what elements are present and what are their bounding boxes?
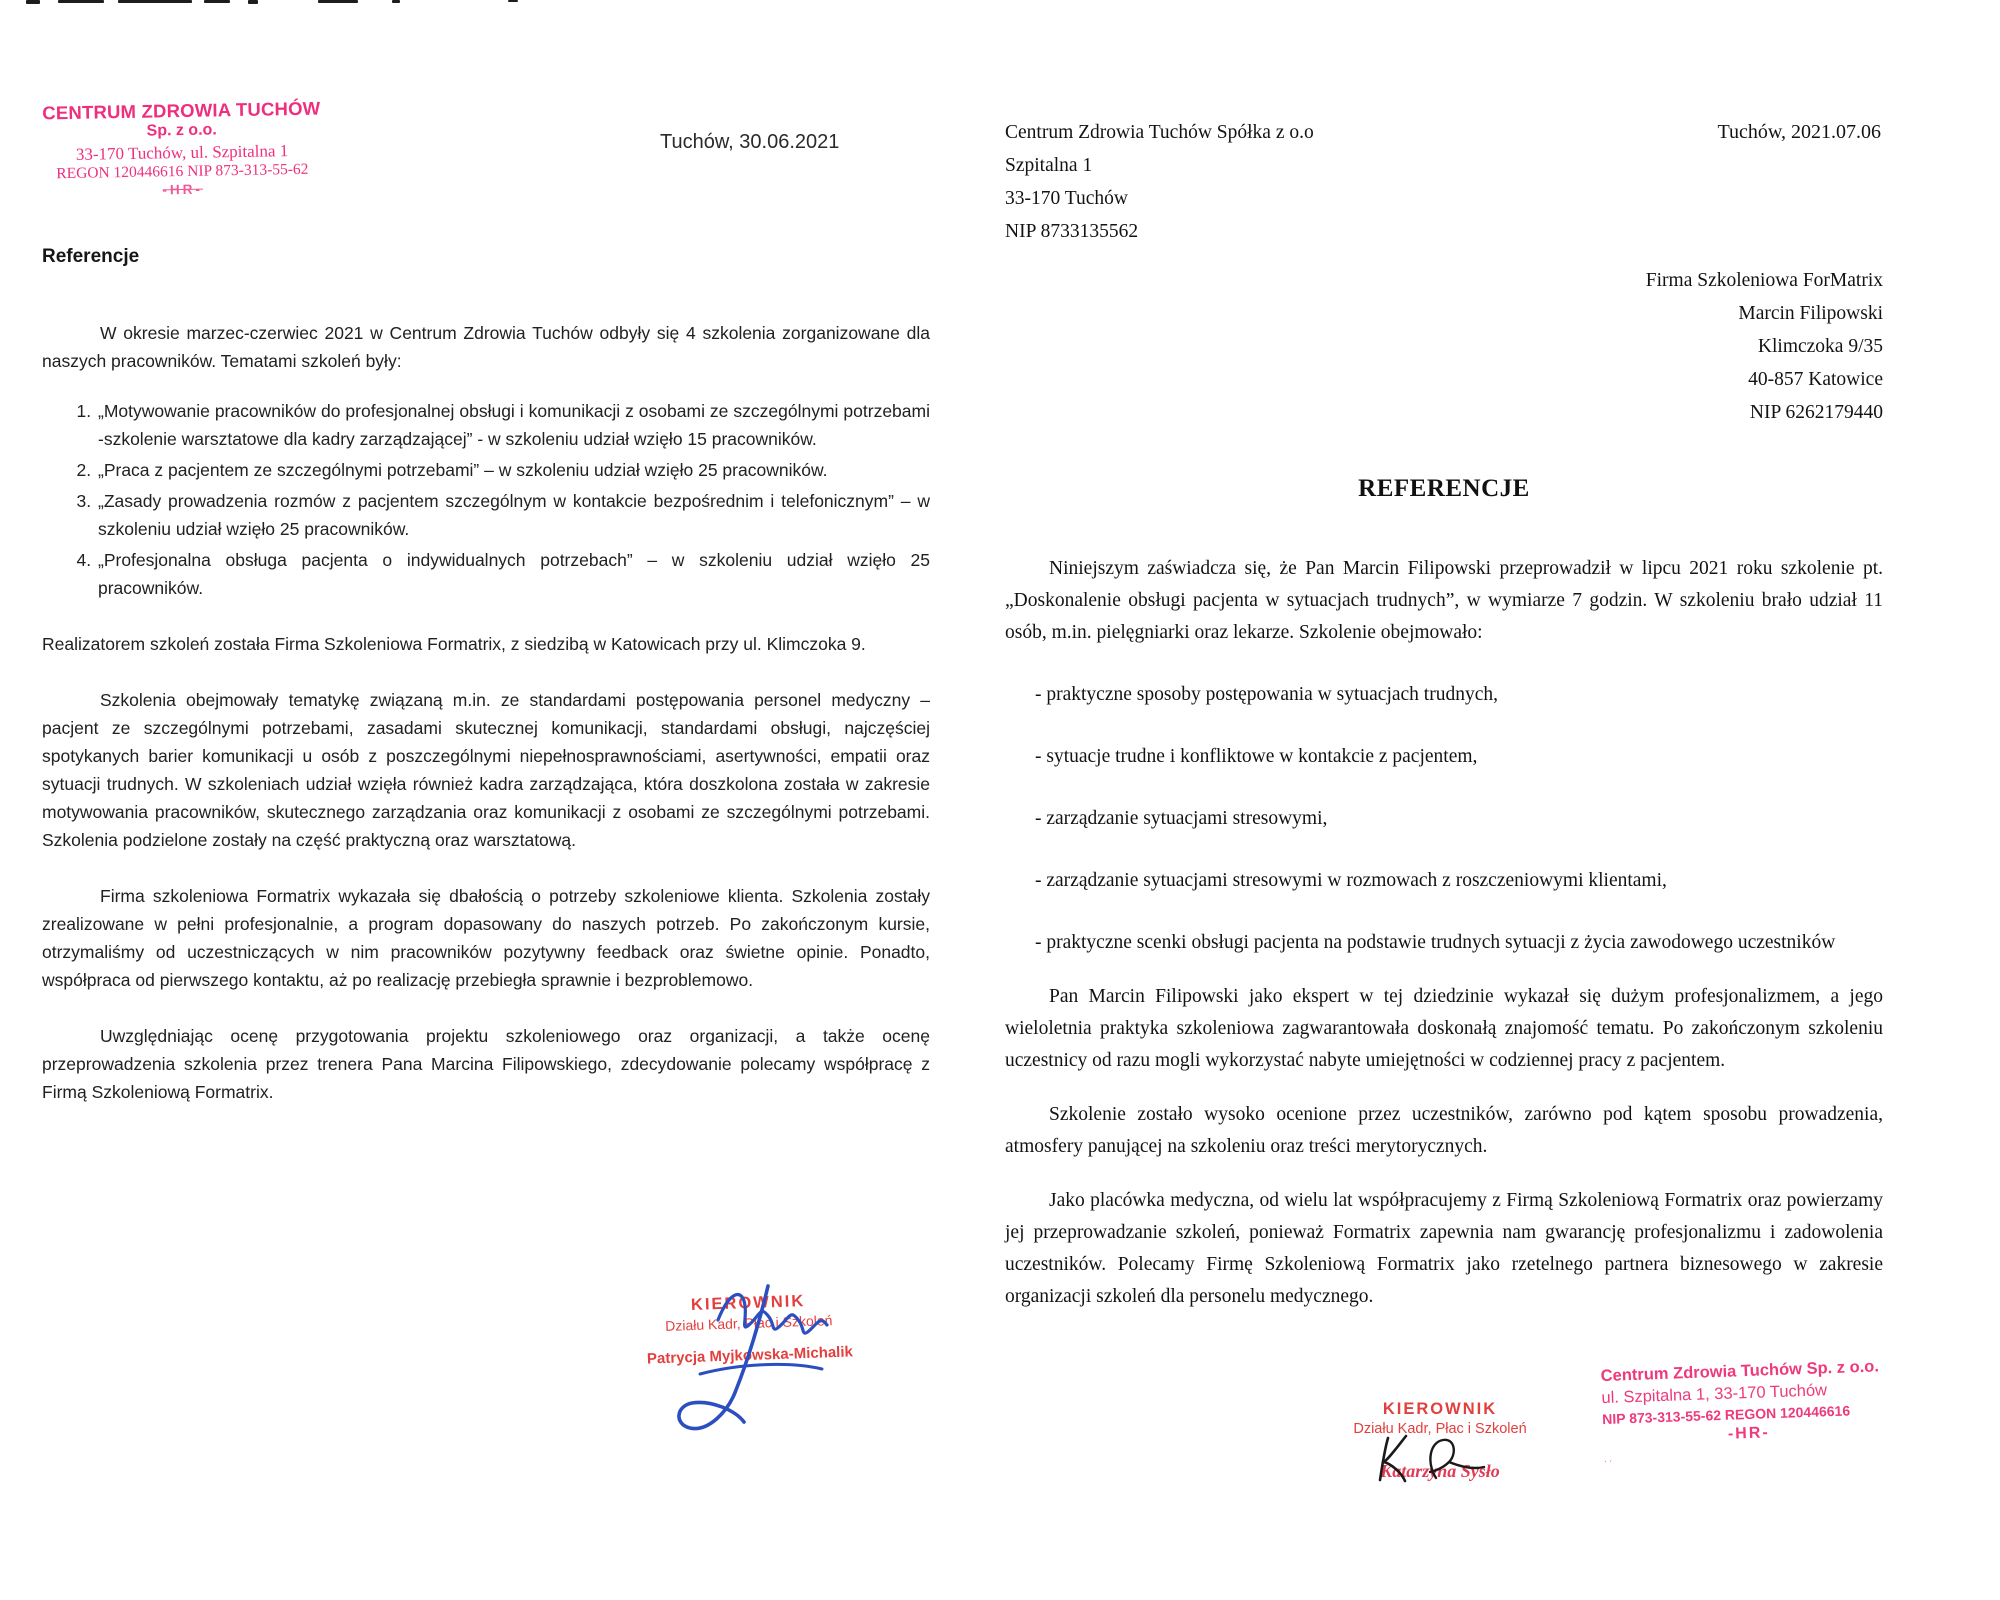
sender-line: NIP 8733135562	[1005, 221, 1139, 242]
letter-right-body	[1005, 0, 1883, 1313]
recipient-line: NIP 6262179440	[1749, 402, 1883, 423]
paragraph-dbalosc: Firma szkoleniowa Formatrix wykazała się dbałością o potrzeby szkoleniowe klienta. Szkolenia zostały zrealizowane w pełni profesjonalnie, a program dopasowany do naszych potrzeb. Po zakończonym kursie, otrzymaliśmy od uczestniczących w nim pracowników pozytywny feedback oraz świetne opinie. Ponadto, współpraca od pierwszego kontaktu, aż po realizację przebiegła sprawnie i bezproblemowo.	[42, 886, 930, 990]
letter-right-header	[1005, 0, 1883, 248]
company-footer-stamp	[1600, 1355, 1895, 1466]
intro-paragraph: Niniejszym zaświadcza się, że Pan Marcin Filipowski przeprowadził w lipcu 2021 roku szkolenie pt. „Doskonalenie obsługi pacjenta w sytuacjach trudnych”, w wymiarze 7 godzin. W szkoleniu brało udział 11 osób, m.in. pielęgniarki oraz lekarze. Szkolenie obejmowało:	[1005, 558, 1883, 643]
stamp-person-name: Patrycja Myjkowska-Michalik	[646, 1343, 854, 1368]
recipient-line: Klimczoka 9/35	[1757, 336, 1883, 357]
stamp-person-name: Katarzyna Sysło	[1380, 1461, 1500, 1481]
recipient-line: 40-857 Katowice	[1748, 369, 1883, 390]
letter-left-body	[42, 0, 930, 1106]
handwritten-initials-black	[1360, 1428, 1500, 1484]
sender-line: Szpitalna 1	[1005, 155, 1093, 176]
paragraph-expert: Pan Marcin Filipowski jako ekspert w tej dziedzinie wykazał się dużym profesjonalizmem, a jego wieloletnia praktyka szkoleniowa zagwarantowała doskonałą znajomość tematu. Po zakończonym szkoleniu uczestnicy od razu mogli wykorzystać nabyte umiejętności w codziennej pracy z pacjentem.	[1005, 986, 1883, 1071]
stamp-company-ids: REGON 120446616 NIP 873-313-55-62	[56, 160, 309, 182]
letter-date: Tuchów, 2021.07.06	[1717, 121, 1881, 143]
stamp-company-name: CENTRUM ZDROWIA TUCHÓW	[42, 97, 321, 124]
topic-item: - zarządzanie sytuacjami stresowymi,	[1035, 808, 1328, 829]
stamp-company-address: 33-170 Tuchów, ul. Szpitalna 1	[75, 140, 289, 164]
training-item: 4. „Profesjonalna obsługa pacjenta o indywidualnych potrzebach” – w szkoleniu udział wzięło 25 pracowników.	[96, 546, 930, 602]
stamp-smudge: ..	[1603, 1450, 1615, 1466]
paragraph-polecenie: Jako placówka medyczna, od wielu lat współpracujemy z Firmą Szkoleniową Formatrix oraz powierzamy jej przeprowadzanie szkoleń, ponieważ Formatrix zapewnia nam gwarancję profesjonalizmu i zadowolenia uczestników. Polecamy Firmę Szkoleniową Formatrix jako rzetelnego partnera biznesowego w zakresie organizacji szkoleń dla personelu medycznego.	[1005, 1190, 1883, 1307]
sender-line: 33-170 Tuchów	[1005, 188, 1128, 209]
letter-heading: Referencje	[42, 246, 140, 267]
paragraph-tematyka: Szkolenia obejmowały tematykę związaną m.in. ze standardami postępowania personel medyczny – pacjent ze szczególnymi potrzebami, zasadami skutecznej komunikacji, standardami obsługi, najczęściej spotykanych barier komunikacji u osób z poszczególnymi niepełnosprawnościami, asertywności, empatii oraz sytuacji trudnych. W szkoleniach udział wzięła również kadra zarządzająca, która doszkolona została w zakresie motywowania pracowników, skutecznego zarządzania oraz komunikacji z osobami ze szczególnymi potrzebami. Szkolenia podzielone zostały na część praktyczną oraz warsztatową.	[42, 690, 930, 850]
topic-item: - praktyczne scenki obsługi pacjenta na podstawie trudnych sytuacji z życia zawodowego uczestników	[1035, 932, 1836, 953]
stamp-department: Działu Kadr, Płac i Szkoleń	[664, 1312, 833, 1334]
topic-item: - praktyczne sposoby postępowania w sytuacjach trudnych,	[1035, 684, 1498, 705]
stamp-company-hr: -HR-	[1727, 1424, 1770, 1444]
letter-left-header	[42, 0, 930, 243]
paragraph-realizator: Realizatorem szkoleń została Firma Szkoleniowa Formatrix, z siedzibą w Katowicach przy ul. Klimczoka 9.	[42, 634, 866, 654]
paragraph-ocena: Szkolenie zostało wysoko ocenione przez uczestników, zarówno pod kątem sposobu prowadzenia, atmosfery panującej na szkoleniu oraz treści merytorycznych.	[1005, 1104, 1883, 1157]
stamp-role: KIEROWNIK	[1382, 1400, 1498, 1418]
paragraph-ocena: Uwzględniając ocenę przygotowania projektu szkoleniowego oraz organizacji, a także ocenę przeprowadzenia szkolenia przez trenera Pana Marcina Filipowskiego, zdecydowanie polecamy współpracę z Firmą Szkoleniową Formatrix.	[42, 1026, 930, 1102]
stamp-company-name: Centrum Zdrowia Tuchów Sp. z o.o.	[1600, 1357, 1880, 1386]
stamp-company-address: ul. Szpitalna 1, 33-170 Tuchów	[1601, 1381, 1828, 1408]
recipient-block	[1005, 264, 1883, 429]
training-item: 2. „Praca z pacjentem ze szczególnymi potrzebami” – w szkoleniu udział wzięło 25 pracowników.	[96, 456, 930, 484]
recipient-line: Marcin Filipowski	[1738, 303, 1883, 324]
letter-title: REFERENCJE	[1358, 475, 1530, 502]
topic-item: - sytuacje trudne i konfliktowe w kontakcie z pacjentem,	[1035, 746, 1478, 767]
sender-line: Centrum Zdrowia Tuchów Spółka z o.o	[1005, 122, 1314, 143]
stamp-company-ids: NIP 873-313-55-62 REGON 120446616	[1601, 1401, 1851, 1427]
intro-paragraph: W okresie marzec-czerwiec 2021 w Centrum Zdrowia Tuchów odbyły się 4 szkolenia zorganizowane dla naszych pracowników. Tematami szkoleń były:	[42, 323, 930, 371]
training-item: 3. „Zasady prowadzenia rozmów z pacjentem szczególnym w kontakcie bezpośrednim i telefonicznym” – w szkoleniu udział wzięło 25 pracowników.	[96, 487, 930, 543]
stamp-company-hr: -HR-	[162, 181, 204, 198]
company-header-stamp	[35, 97, 329, 200]
letter-right-page	[1000, 0, 2000, 1600]
recipient-line: Firma Szkoleniowa ForMatrix	[1645, 270, 1883, 291]
stamp-department: Działu Kadr, Płac i Szkoleń	[1353, 1421, 1527, 1437]
letter-date: Tuchów, 30.06.2021	[660, 131, 840, 153]
trainings-list	[42, 397, 930, 602]
topic-item: - zarządzanie sytuacjami stresowymi w rozmowach z roszczeniowymi klientami,	[1035, 870, 1667, 891]
stamp-role: KIEROWNIK	[690, 1292, 806, 1315]
training-item: 1. „Motywowanie pracowników do profesjonalnej obsługi i komunikacji z osobami ze szczególnymi potrzebami -szkolenie warsztatowe dla kadry zarządzającej” - w szkoleniu udział wzięło 15 pracowników.	[96, 397, 930, 453]
stamp-company-form: Sp. z o.o.	[146, 121, 217, 140]
handwritten-signature-blue	[648, 1276, 848, 1446]
